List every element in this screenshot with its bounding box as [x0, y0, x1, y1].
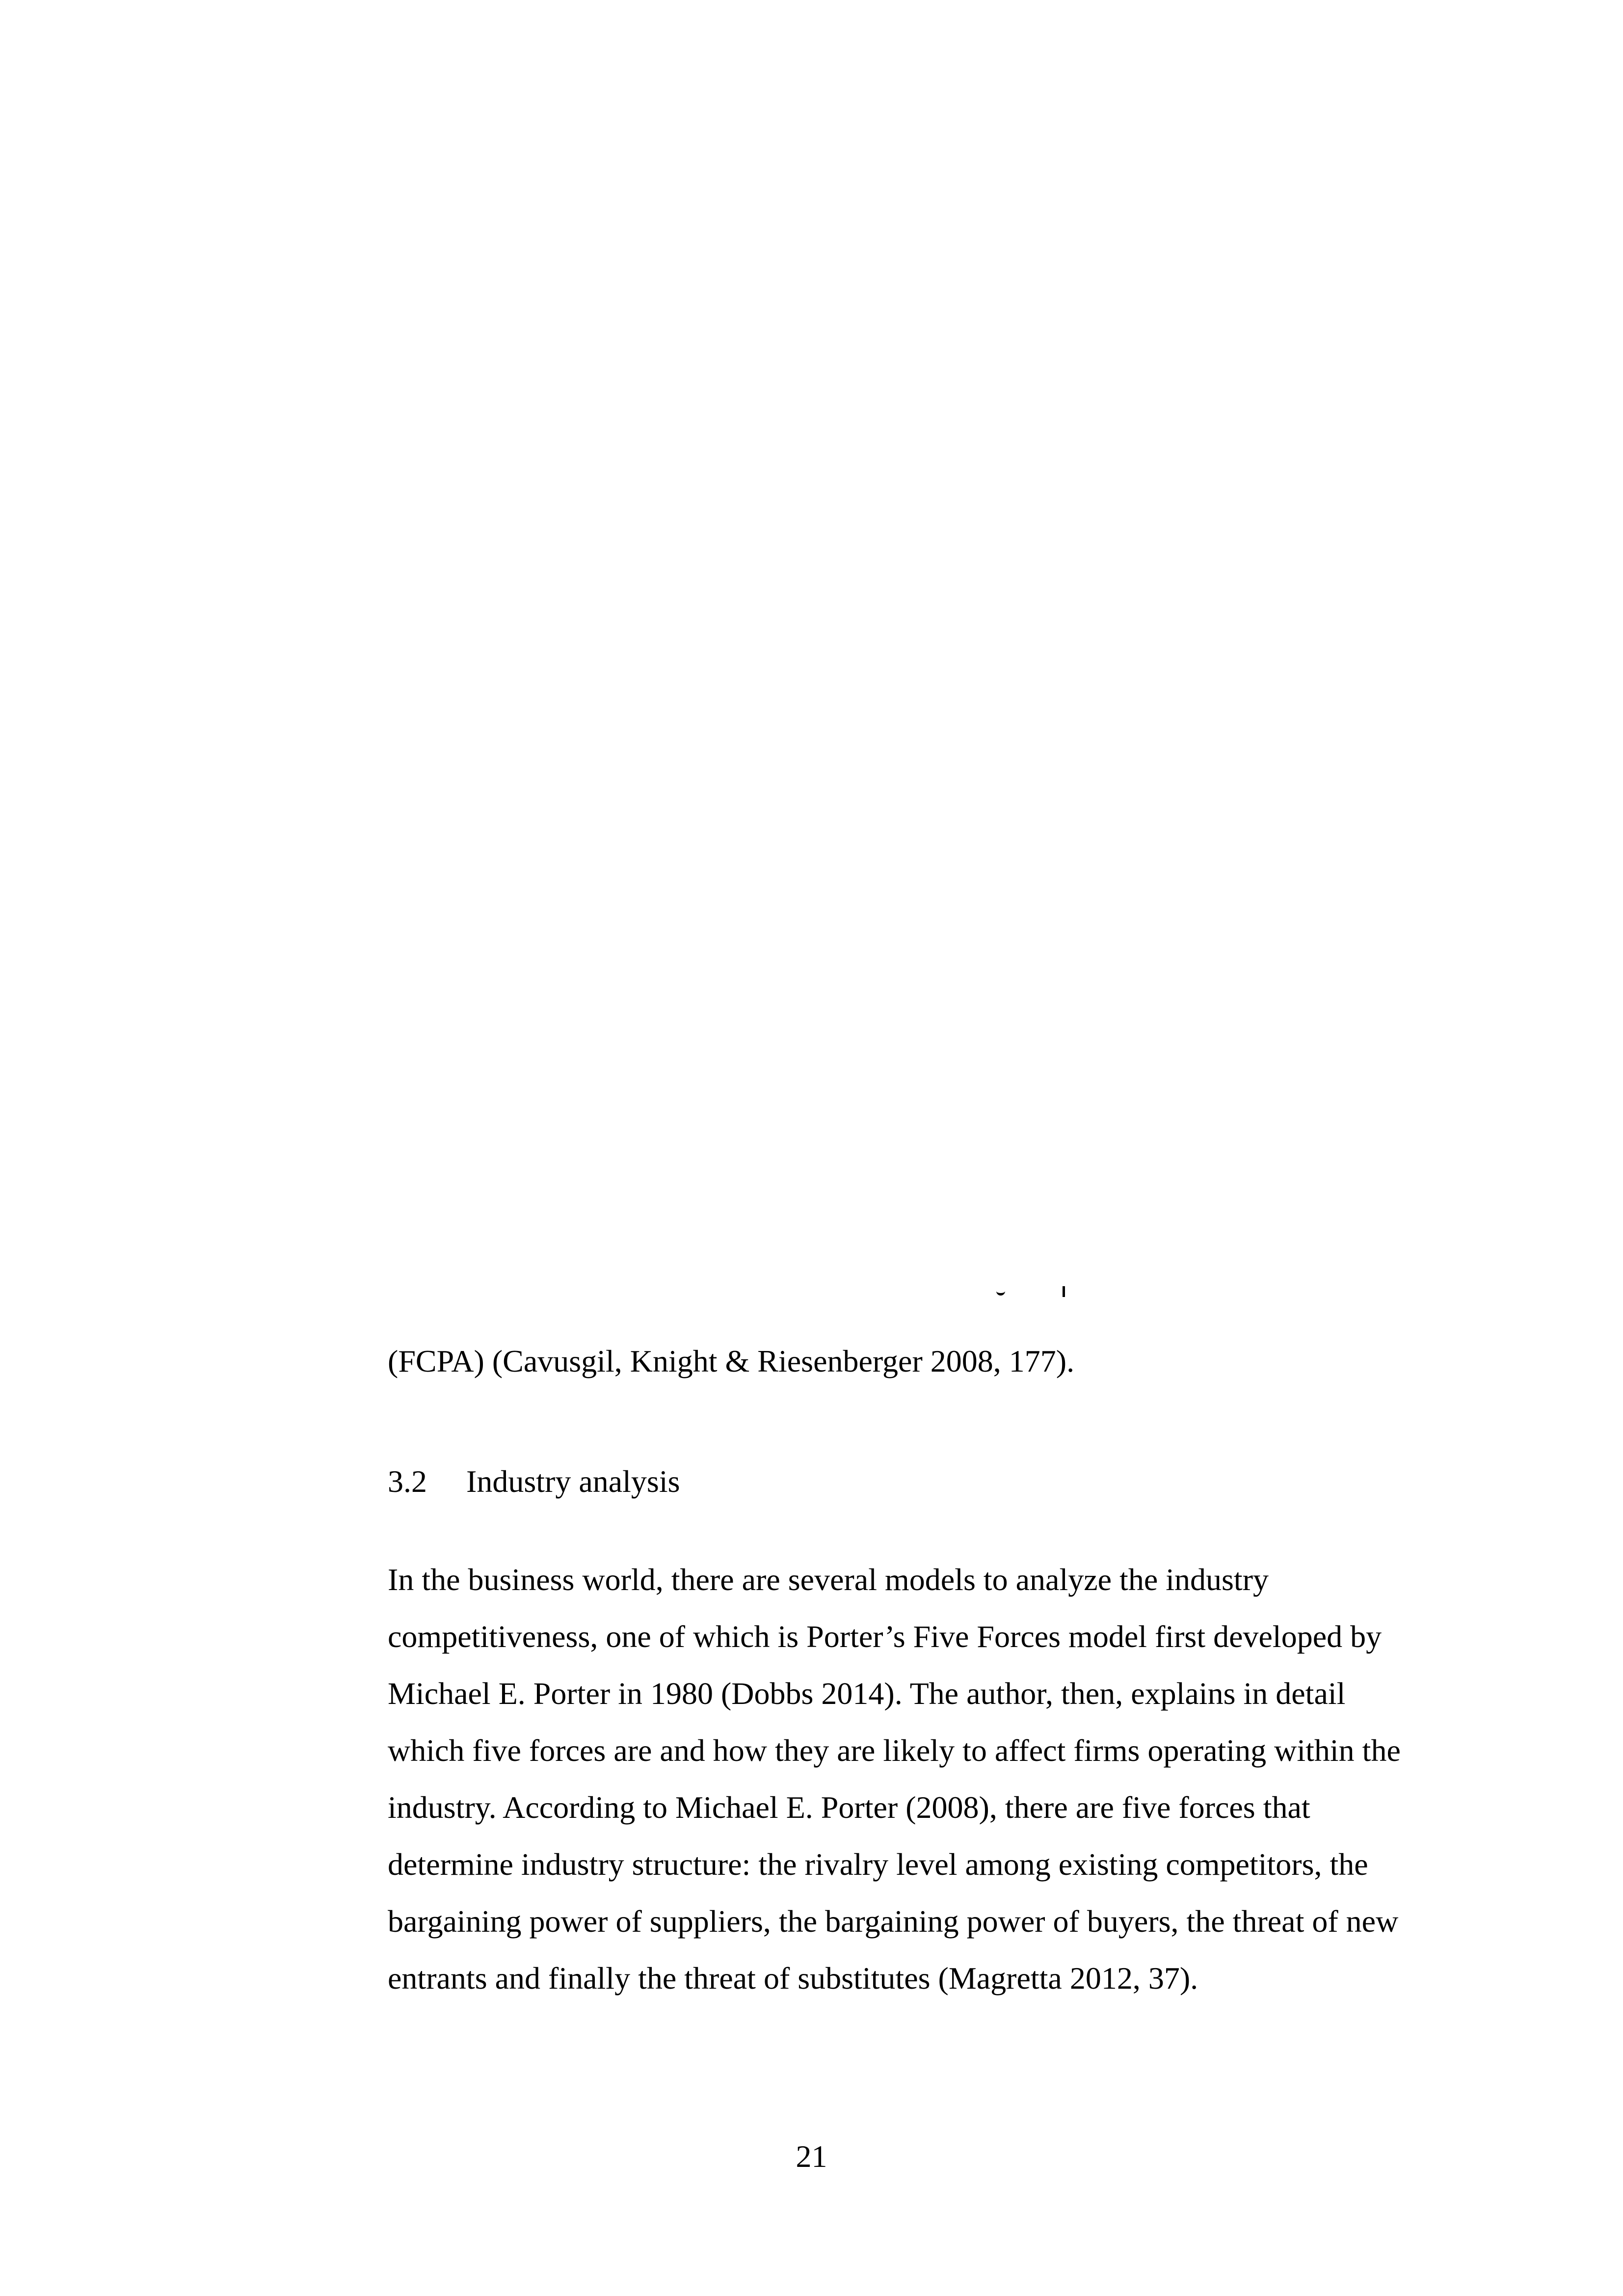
truncated-glyph	[996, 1286, 1005, 1296]
page-number: 21	[796, 2139, 827, 2174]
paragraph-line: In the business world, there are several models to analyze the industry	[388, 1562, 1269, 1597]
section-heading	[388, 1458, 680, 1505]
paragraph-line: Michael E. Porter in 1980 (Dobbs 2014). The author, then, explains in detail	[388, 1676, 1346, 1711]
truncated-glyph	[1063, 1286, 1065, 1297]
paragraph-line: competitiveness, one of which is Porter’s Five Forces model first developed by	[388, 1619, 1382, 1654]
section-title: Industry analysis	[466, 1464, 680, 1499]
paragraph-line: entrants and finally the threat of substitutes (Magretta 2012, 37).	[388, 1961, 1198, 1996]
body-paragraph	[388, 1551, 1487, 2007]
carry-over-citation-line: (FCPA) (Cavusgil, Knight & Riesenberger 2008, 177).	[388, 1344, 1075, 1378]
paragraph-line: industry. According to Michael E. Porter (2008), there are five forces that	[388, 1790, 1310, 1825]
section-number: 3.2	[388, 1464, 427, 1499]
paragraph-line: determine industry structure: the rivalry level among existing competitors, the	[388, 1847, 1368, 1882]
paragraph-line: bargaining power of suppliers, the bargaining power of buyers, the threat of new	[388, 1904, 1399, 1939]
paragraph-line: which five forces are and how they are likely to affect firms operating within the	[388, 1733, 1401, 1768]
truncated-text-line	[388, 1286, 1467, 1301]
